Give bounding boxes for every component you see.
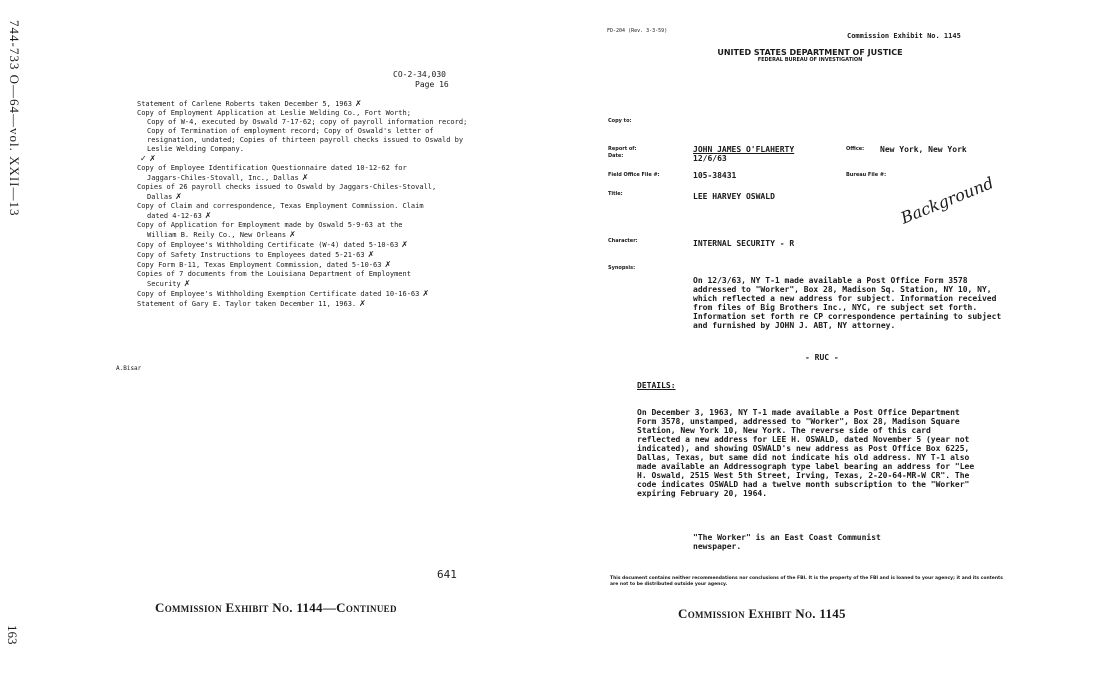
check-mark-icon: ✗: [301, 173, 309, 182]
date-value: 12/6/63: [693, 154, 727, 163]
office-value: New York, New York: [880, 145, 967, 154]
list-item: Copies of 7 documents from the Louisiana Department of Employment Security ✗: [137, 270, 411, 288]
volume-label: 744-733 O—64—vol. XXII—13: [7, 20, 22, 217]
bureau-name: FEDERAL BUREAU OF INVESTIGATION: [757, 57, 863, 63]
left-exhibit-caption: Commission Exhibit No. 1144—Continued: [155, 600, 397, 615]
fbi-footer-note: This document contains neither recommendations nor conclusions of the FBI. It is the property of the FBI and is loaned to your agency; it and its contents are not to be distributed outside your agency.: [610, 576, 1003, 587]
field-office-file-value: 105-38431: [693, 171, 737, 180]
list-item: Copy Form B-11, Texas Employment Commission, dated 5-10-63 ✗: [137, 260, 392, 269]
list-item: Copies of 26 payroll checks issued to Oswald by Jaggars-Chiles-Stovall, Dallas ✗: [137, 183, 437, 201]
date-label: Date:: [608, 153, 624, 159]
ruc-marker: - RUC -: [805, 353, 839, 362]
copy-to-label: Copy to:: [608, 118, 632, 124]
check-mark-icon: ✓ ✗: [140, 154, 156, 163]
list-item: Statement of Gary E. Taylor taken December 11, 1963. ✗: [137, 299, 366, 308]
check-mark-icon: ✗: [367, 250, 375, 259]
field-office-file-label: Field Office File #:: [608, 172, 660, 178]
list-item: Statement of Carlene Roberts taken December 5, 1963 ✗: [137, 99, 362, 108]
synopsis-text: On 12/3/63, NY T-1 made available a Post Office Form 3578 addressed to "Worker", Box 28, Madison Sq. Station, NY 10, NY, which reflected a new address for subject. Information received from files of Big Brothers Inc., NYC, re subject set forth. Information set forth re CP correspondence pertaining to subject and furnished by JOHN J. ABT, NY attorney.: [693, 276, 1002, 330]
reference-number: CO-2-34,030: [393, 70, 446, 79]
details-text: On December 3, 1963, NY T-1 made available a Post Office Department Form 3578, unstamped, addressed to "Worker", Box 28, Madison Square Station, New York 10, New York. The reverse side of this card reflected a new address for LEE H. OSWALD, dated November 5 (year not indicated), and showing OSWALD's new address as Post Office Box 6225, Dallas, Texas, but same did not indicate his old address. NY T-1 also made available an Addressograph type label bearing an address for "Lee H. Oswald, 2515 West 5th Street, Irving, Texas, 2-20-64-MR-W CR". The code indicates OSWALD had a twelve month subscription to the "Worker" expiring February 20, 1964.: [637, 408, 975, 498]
page-number: 163: [5, 625, 20, 645]
report-of-label: Report of:: [608, 146, 637, 152]
title-value: LEE HARVEY OSWALD: [693, 192, 775, 201]
volume-margin-label: [2, 20, 24, 220]
worker-note: "The Worker" is an East Coast Communist newspaper.: [693, 533, 881, 551]
character-label: Character:: [608, 238, 638, 244]
department-name: UNITED STATES DEPARTMENT OF JUSTICE: [717, 48, 903, 57]
list-item: Copy of Claim and correspondence, Texas Employment Commission. Claim dated 4-12-63 ✗: [137, 202, 424, 220]
check-mark-icon: ✗: [204, 211, 212, 220]
handwritten-note: Background: [898, 173, 997, 228]
exhibit-item-list: [137, 99, 477, 309]
right-exhibit-caption: Commission Exhibit No. 1145: [678, 606, 846, 621]
report-of-value: JOHN JAMES O'FLAHERTY: [693, 145, 795, 154]
details-heading: DETAILS:: [637, 381, 676, 390]
bureau-file-label: Bureau File #:: [846, 172, 887, 178]
typist-initials: A.Bisar: [116, 365, 142, 372]
left-document-reference: [393, 70, 449, 90]
exhibit-label: Commission Exhibit No. 1145: [847, 32, 961, 40]
check-mark-icon: ✗: [401, 240, 408, 249]
list-item: Copy of Safety Instructions to Employees dated 5-21-63 ✗: [137, 250, 375, 259]
list-item: Copy of Employment Application at Leslie Welding Co., Fort Worth; Copy of W-4, executed by Oswald 7-17-62; copy of payroll information record; Copy of Termination of employment record; Copy of Oswald's letter of resignation, undated; Copies of thirteen payroll checks issued to Oswald by Leslie Welding Company. ✓ ✗: [137, 109, 468, 163]
check-mark-icon: ✗: [175, 192, 182, 201]
check-mark-icon: ✗: [354, 99, 362, 108]
page-label: Page 16: [415, 80, 449, 89]
title-label: Title:: [608, 191, 623, 197]
check-mark-icon: ✗: [289, 230, 296, 239]
book-page-number: [6, 625, 20, 655]
list-item: Copy of Application for Employment made by Oswald 5-9-63 at the William B. Reily Co., New Orleans ✗: [137, 221, 403, 239]
office-label: Office:: [846, 146, 865, 152]
check-mark-icon: ✗: [183, 279, 191, 288]
check-mark-icon: ✗: [384, 260, 392, 269]
agency-header: [700, 48, 920, 63]
list-item: Copy of Employee's Withholding Exemption Certificate dated 10-16-63 ✗: [137, 289, 430, 298]
check-mark-icon: ✗: [422, 289, 430, 298]
character-value: INTERNAL SECURITY - R: [693, 239, 795, 248]
synopsis-label: Synopsis:: [608, 265, 636, 271]
form-number: FD-204 (Rev. 3-3-59): [607, 28, 668, 34]
printed-page-number: 641: [437, 568, 457, 581]
check-mark-icon: ✗: [359, 299, 366, 308]
list-item: Copy of Employee's Withholding Certificate (W-4) dated 5-10-63 ✗: [137, 240, 408, 249]
list-item: Copy of Employee Identification Questionnaire dated 10-12-62 for Jaggars-Chiles-Stovall, Inc., Dallas ✗: [137, 164, 407, 182]
